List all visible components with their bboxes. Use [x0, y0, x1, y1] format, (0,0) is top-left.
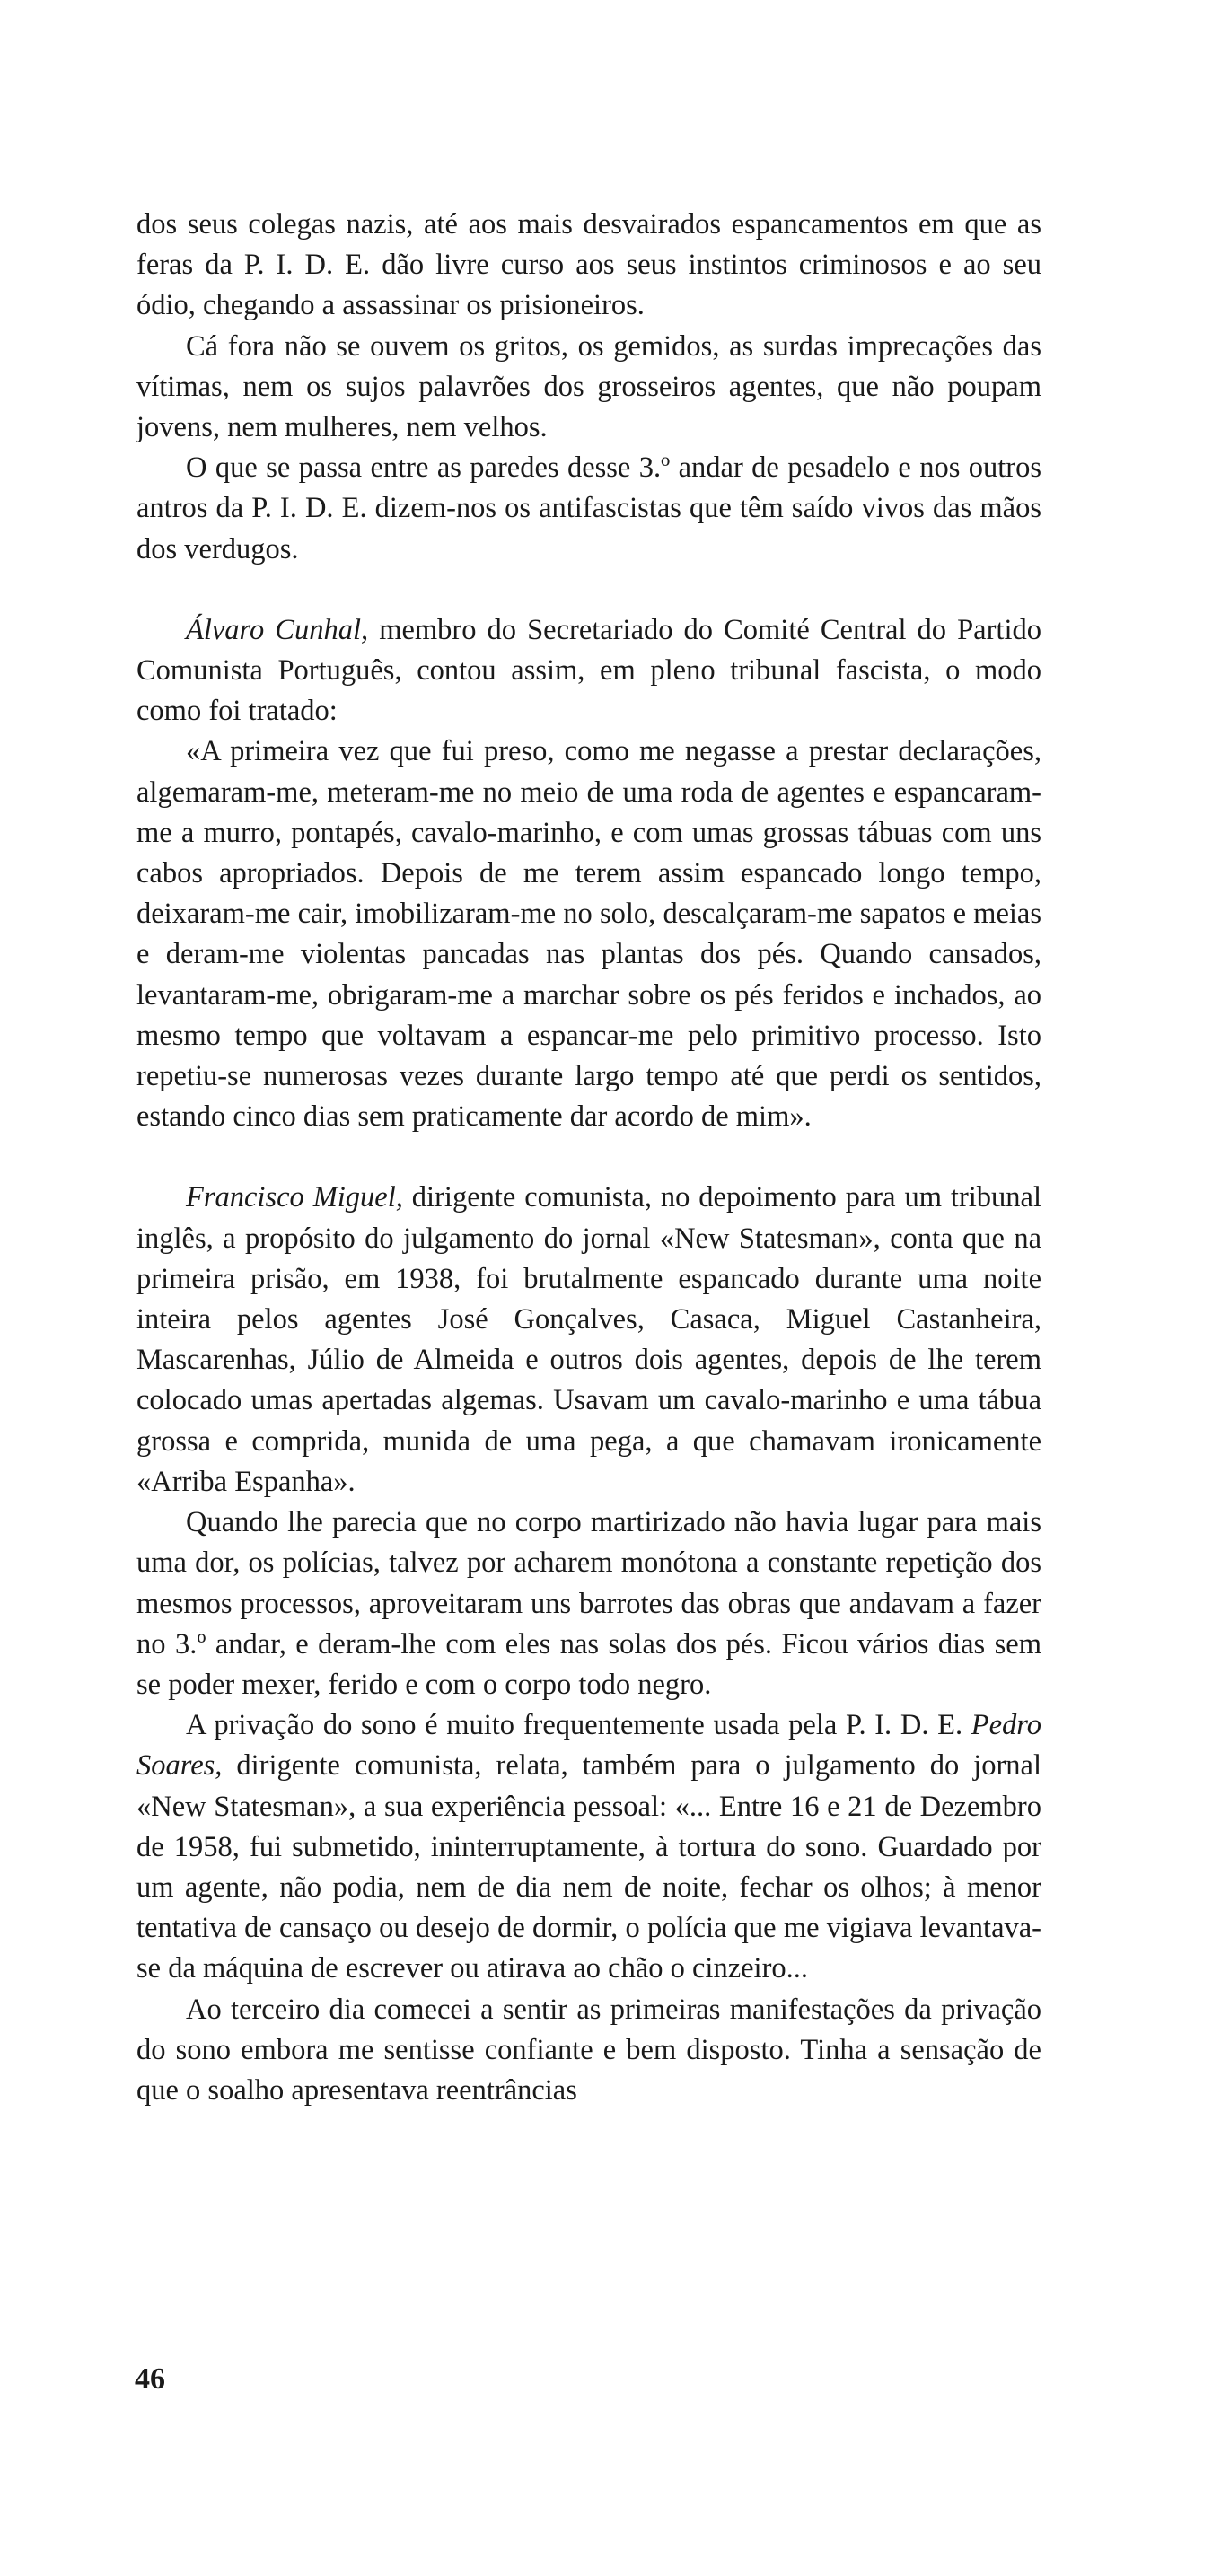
- paragraph-6: [136, 1178, 1041, 1503]
- person-name: Francisco Miguel,: [186, 1181, 403, 1214]
- paragraph-text: O que se passa entre as paredes desse 3.º andar de pesadelo e nos outros antros da P. I. D. E. dizem-nos os antifascistas que têm saído vivos das mãos dos verdugos.: [136, 451, 1041, 565]
- paragraph-8: [136, 1705, 1041, 1989]
- body-text: [136, 205, 1041, 2111]
- paragraph-1: [136, 205, 1041, 327]
- paragraph-4: [136, 610, 1041, 732]
- paragraph-7: [136, 1503, 1041, 1705]
- paragraph-text: dirigente comunista, no depoimento para um tribunal inglês, a propósito do julgamento do jornal «New Statesman», conta que na primeira prisão, em 1938, foi brutalmente espancado durante uma noite inteira pelos agentes José Gonçalves, Casaca, Miguel Castanheira, Mascarenhas, Júlio de Almeida e outros dois agentes, depois de lhe terem colocado umas apertadas algemas. Usavam um cavalo-marinho e uma tábua grossa e comprida, munida de uma pega, a que chamavam ironicamente «Arriba Espanha».: [136, 1181, 1042, 1498]
- page-number: 46: [135, 2362, 165, 2396]
- paragraph-text: membro do Secretariado do Comité Central do Partido Comunista Português, contou assim, em pleno tribunal fascista, o modo como foi tratado:: [136, 613, 1041, 728]
- paragraph-text: «A primeira vez que fui preso, como me negasse a prestar declarações, algemaram-me, meteram-me no meio de uma roda de agentes e espancaram-me a murro, pontapés, cavalo-marinho, e com umas grossas tábuas com uns cabos apropriados. Depois de me terem assim espancado longo tempo, deixaram-me cair, imobilizaram-me no solo, descalçaram-me sapatos e meias e deram-me violentas pancadas nas plantas dos pés. Quando cansados, levantaram-me, obrigaram-me a marchar sobre os pés feridos e inchados, ao mesmo tempo que voltavam a espancar-me pelo primitivo processo. Isto repetiu-se numerosas vezes durante largo tempo até que perdi os sentidos, estando cinco dias sem praticamente dar acordo de mim».: [136, 735, 1041, 1134]
- paragraph-text: dirigente comunista, relata, também para o julgamento do jornal «New Statesman», a sua experiência pessoal: «... Entre 16 e 21 de Dezembro de 1958, fui submetido, ininterruptamente, à tortura do sono. Guardado por um agente, não podia, nem de dia nem de noite, fechar os olhos; à menor tentativa de cansaço ou desejo de dormir, o polícia que me vigiava levantava-se da máquina de escrever ou atirava ao chão o cinzeiro...: [136, 1749, 1041, 1985]
- paragraph-text: Ao terceiro dia comecei a sentir as primeiras manifestações da privação do sono embora me sentisse confiante e bem disposto. Tinha a sensação de que o soalho apresentava reentrâncias: [136, 1993, 1041, 2107]
- paragraph-text: Cá fora não se ouvem os gritos, os gemidos, as surdas imprecações das vítimas, nem os sujos palavrões dos grosseiros agentes, que não poupam jovens, nem mulheres, nem velhos.: [136, 329, 1041, 444]
- paragraph-text: A privação do sono é muito frequentemente usada pela P. I. D. E.: [186, 1709, 971, 1742]
- person-name: Álvaro Cunhal,: [186, 613, 369, 646]
- quote-paragraph: [136, 732, 1041, 1137]
- paragraph-9: [136, 1990, 1041, 2112]
- paragraph-text: Quando lhe parecia que no corpo martirizado não havia lugar para mais uma dor, os polícias, talvez por acharem monótona a constante repetição dos mesmos processos, aproveitaram uns barrotes das obras que andavam a fazer no 3.º andar, e deram-lhe com eles nas solas dos pés. Ficou vários dias sem se poder mexer, ferido e com o corpo todo negro.: [136, 1506, 1041, 1701]
- paragraph-text: dos seus colegas nazis, até aos mais desvairados espancamentos em que as feras da P. I. D. E. dão livre curso aos seus instintos criminosos e ao seu ódio, chegando a assassinar os prisioneiros.: [136, 208, 1041, 322]
- paragraph-2: [136, 327, 1041, 449]
- person-name: Pedro Soares,: [136, 1709, 1041, 1783]
- paragraph-3: [136, 448, 1041, 570]
